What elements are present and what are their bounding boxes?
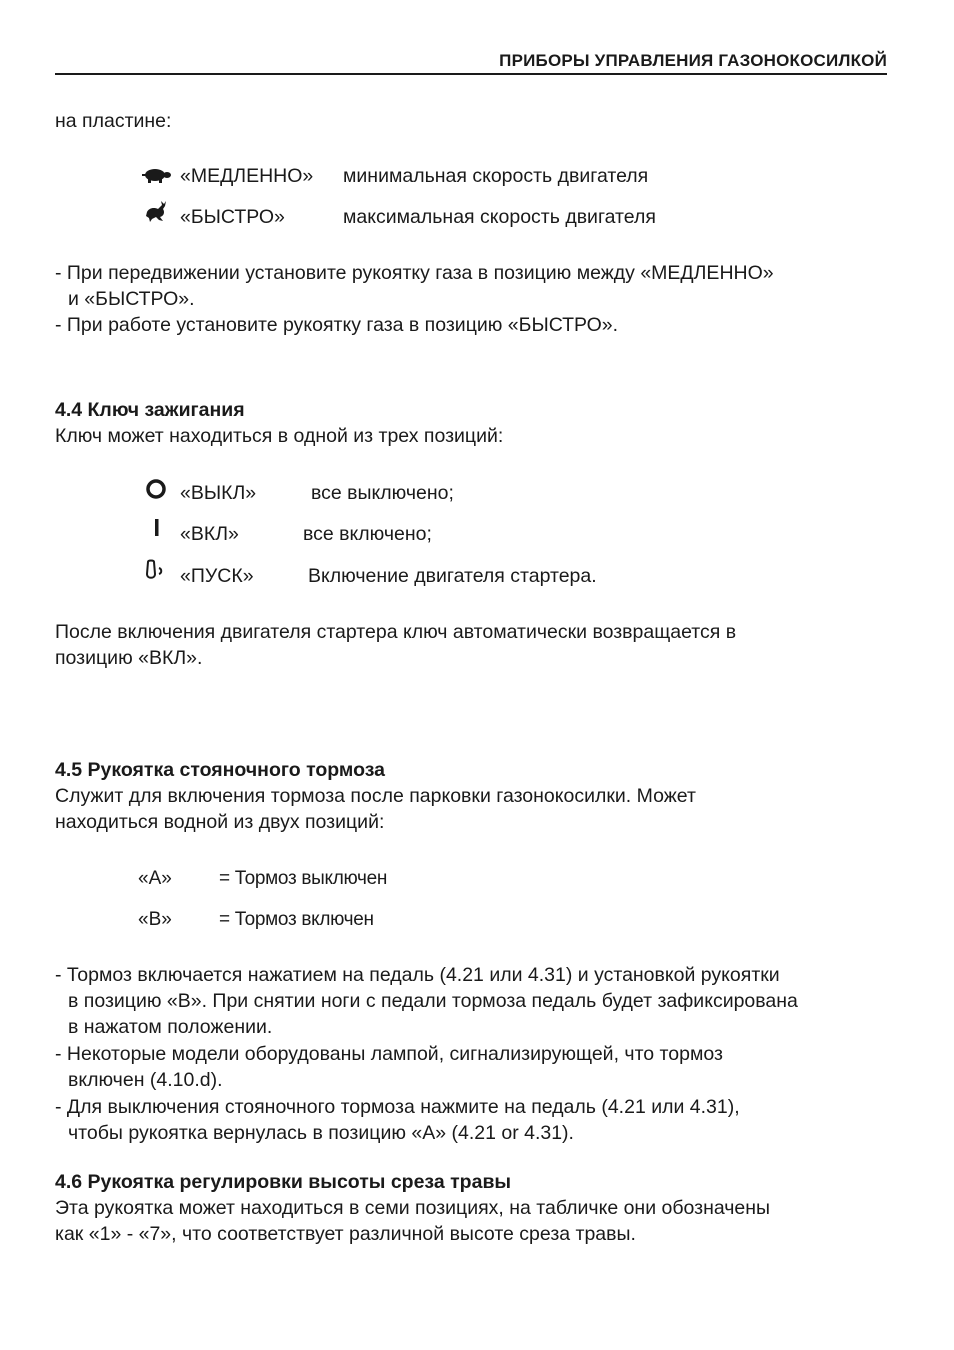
key-off-desc: все выключено; (311, 482, 454, 504)
throttle-note-3: - При работе установите рукоятку газа в позицию «БЫСТРО». (55, 314, 619, 336)
key-off-label: «ВЫКЛ» (180, 482, 257, 504)
section-4-6-title: 4.6 Рукоятка регулировки высоты среза травы (55, 1171, 512, 1193)
brake-note-1: - Тормоз включается нажатием на педаль (4.21 или 4.31) и установкой рукоятки (55, 964, 780, 986)
section-4-4-after-2: позицию «ВКЛ». (55, 647, 203, 669)
section-4-5-text-2: находиться водной из двух позиций: (55, 811, 385, 833)
key-on-label: «ВКЛ» (180, 523, 239, 545)
brake-b-label: «В» (138, 909, 172, 930)
on-position-icon (153, 518, 161, 538)
key-on-desc: все включено; (303, 523, 432, 545)
slow-desc: минимальная скорость двигателя (343, 165, 649, 187)
brake-note-7: чтобы рукоятка вернулась в позицию «А» (4.21 or 4.31). (68, 1122, 574, 1144)
section-4-4-after-1: После включения двигателя стартера ключ автоматически возвращается в (55, 621, 737, 643)
section-4-4-text: Ключ может находиться в одной из трех позиций: (55, 425, 504, 447)
start-position-icon (143, 558, 173, 582)
section-4-6-text-2: как «1» - «7», что соответствует различной высоте среза травы. (55, 1223, 636, 1245)
brake-note-5: включен (4.10.d). (68, 1069, 223, 1091)
page-header: ПРИБОРЫ УПРАВЛЕНИЯ ГАЗОНОКОСИЛКОЙ (499, 51, 887, 70)
off-position-icon (145, 478, 167, 500)
fast-desc: максимальная скорость двигателя (343, 206, 656, 228)
slow-label: «МЕДЛЕННО» (180, 165, 314, 187)
section-4-5-title: 4.5 Рукоятка стояночного тормоза (55, 759, 386, 781)
brake-note-2: в позицию «В». При снятии ноги с педали тормоза педаль будет зафиксирована (68, 990, 798, 1012)
section-4-5-text-1: Служит для включения тормоза после парковки газонокосилки. Может (55, 785, 696, 807)
brake-note-3: в нажатом положении. (68, 1016, 273, 1038)
throttle-note-1: - При передвижении установите рукоятку газа в позицию между «МЕДЛЕННО» (55, 262, 774, 284)
brake-note-4: - Некоторые модели оборудованы лампой, сигнализирующей, что тормоз (55, 1043, 723, 1065)
brake-a-label: «А» (138, 868, 172, 889)
key-start-desc: Включение двигателя стартера. (308, 565, 597, 587)
section-4-4-title: 4.4 Ключ зажигания (55, 399, 245, 421)
turtle-icon (139, 166, 173, 184)
throttle-note-2: и «БЫСТРО». (68, 288, 195, 310)
header-rule (55, 73, 887, 75)
hare-icon (143, 198, 169, 224)
section-4-6-text-1: Эта рукоятка может находиться в семи позициях, на табличке они обозначены (55, 1197, 771, 1219)
brake-note-6: - Для выключения стояночного тормоза нажмите на педаль (4.21 или 4.31), (55, 1096, 740, 1118)
intro-text: на пластине: (55, 110, 172, 132)
brake-b-desc: = Тормоз включен (219, 909, 374, 930)
fast-label: «БЫСТРО» (180, 206, 285, 228)
brake-a-desc: = Тормоз выключен (219, 868, 388, 889)
key-start-label: «ПУСК» (180, 565, 254, 587)
